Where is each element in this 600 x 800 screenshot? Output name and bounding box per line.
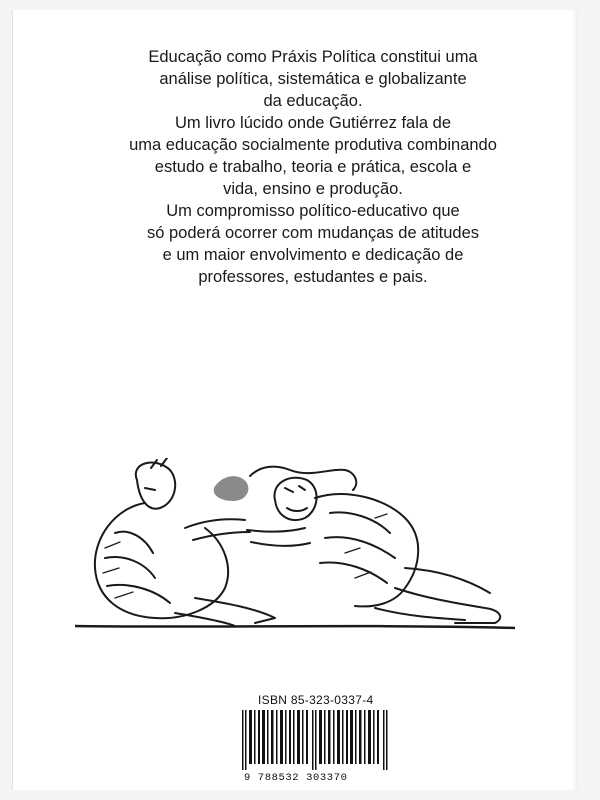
blurb-line: Educação como Práxis Política constitui uma: [148, 48, 478, 66]
blurb-line: estudo e trabalho, teoria e prática, escola e: [154, 158, 472, 176]
blurb-line: professores, estudantes e pais.: [198, 268, 428, 286]
blurb-line: uma educação socialmente produtiva combinando: [129, 136, 497, 154]
isbn-label: ISBN 85-323-0337-4: [258, 693, 374, 707]
barcode-digits: 9 788532 303370: [244, 772, 348, 784]
two-figures-illustration-icon: [75, 458, 515, 648]
blurb-line: vida, ensino e produção.: [223, 180, 403, 198]
blurb-line: Um compromisso político-educativo que: [166, 202, 460, 220]
blurb-line: da educação.: [263, 92, 363, 110]
blurb-line: análise política, sistemática e globalizante: [159, 70, 467, 88]
blurb-text: [108, 46, 518, 288]
back-cover: [12, 10, 578, 790]
blurb-line: Um livro lúcido onde Gutiérrez fala de: [174, 114, 452, 132]
barcode-icon: [240, 710, 400, 772]
blurb-line: só poderá ocorrer com mudanças de atitudes: [146, 224, 479, 242]
blurb-line: e um maior envolvimento e dedicação de: [162, 246, 464, 264]
